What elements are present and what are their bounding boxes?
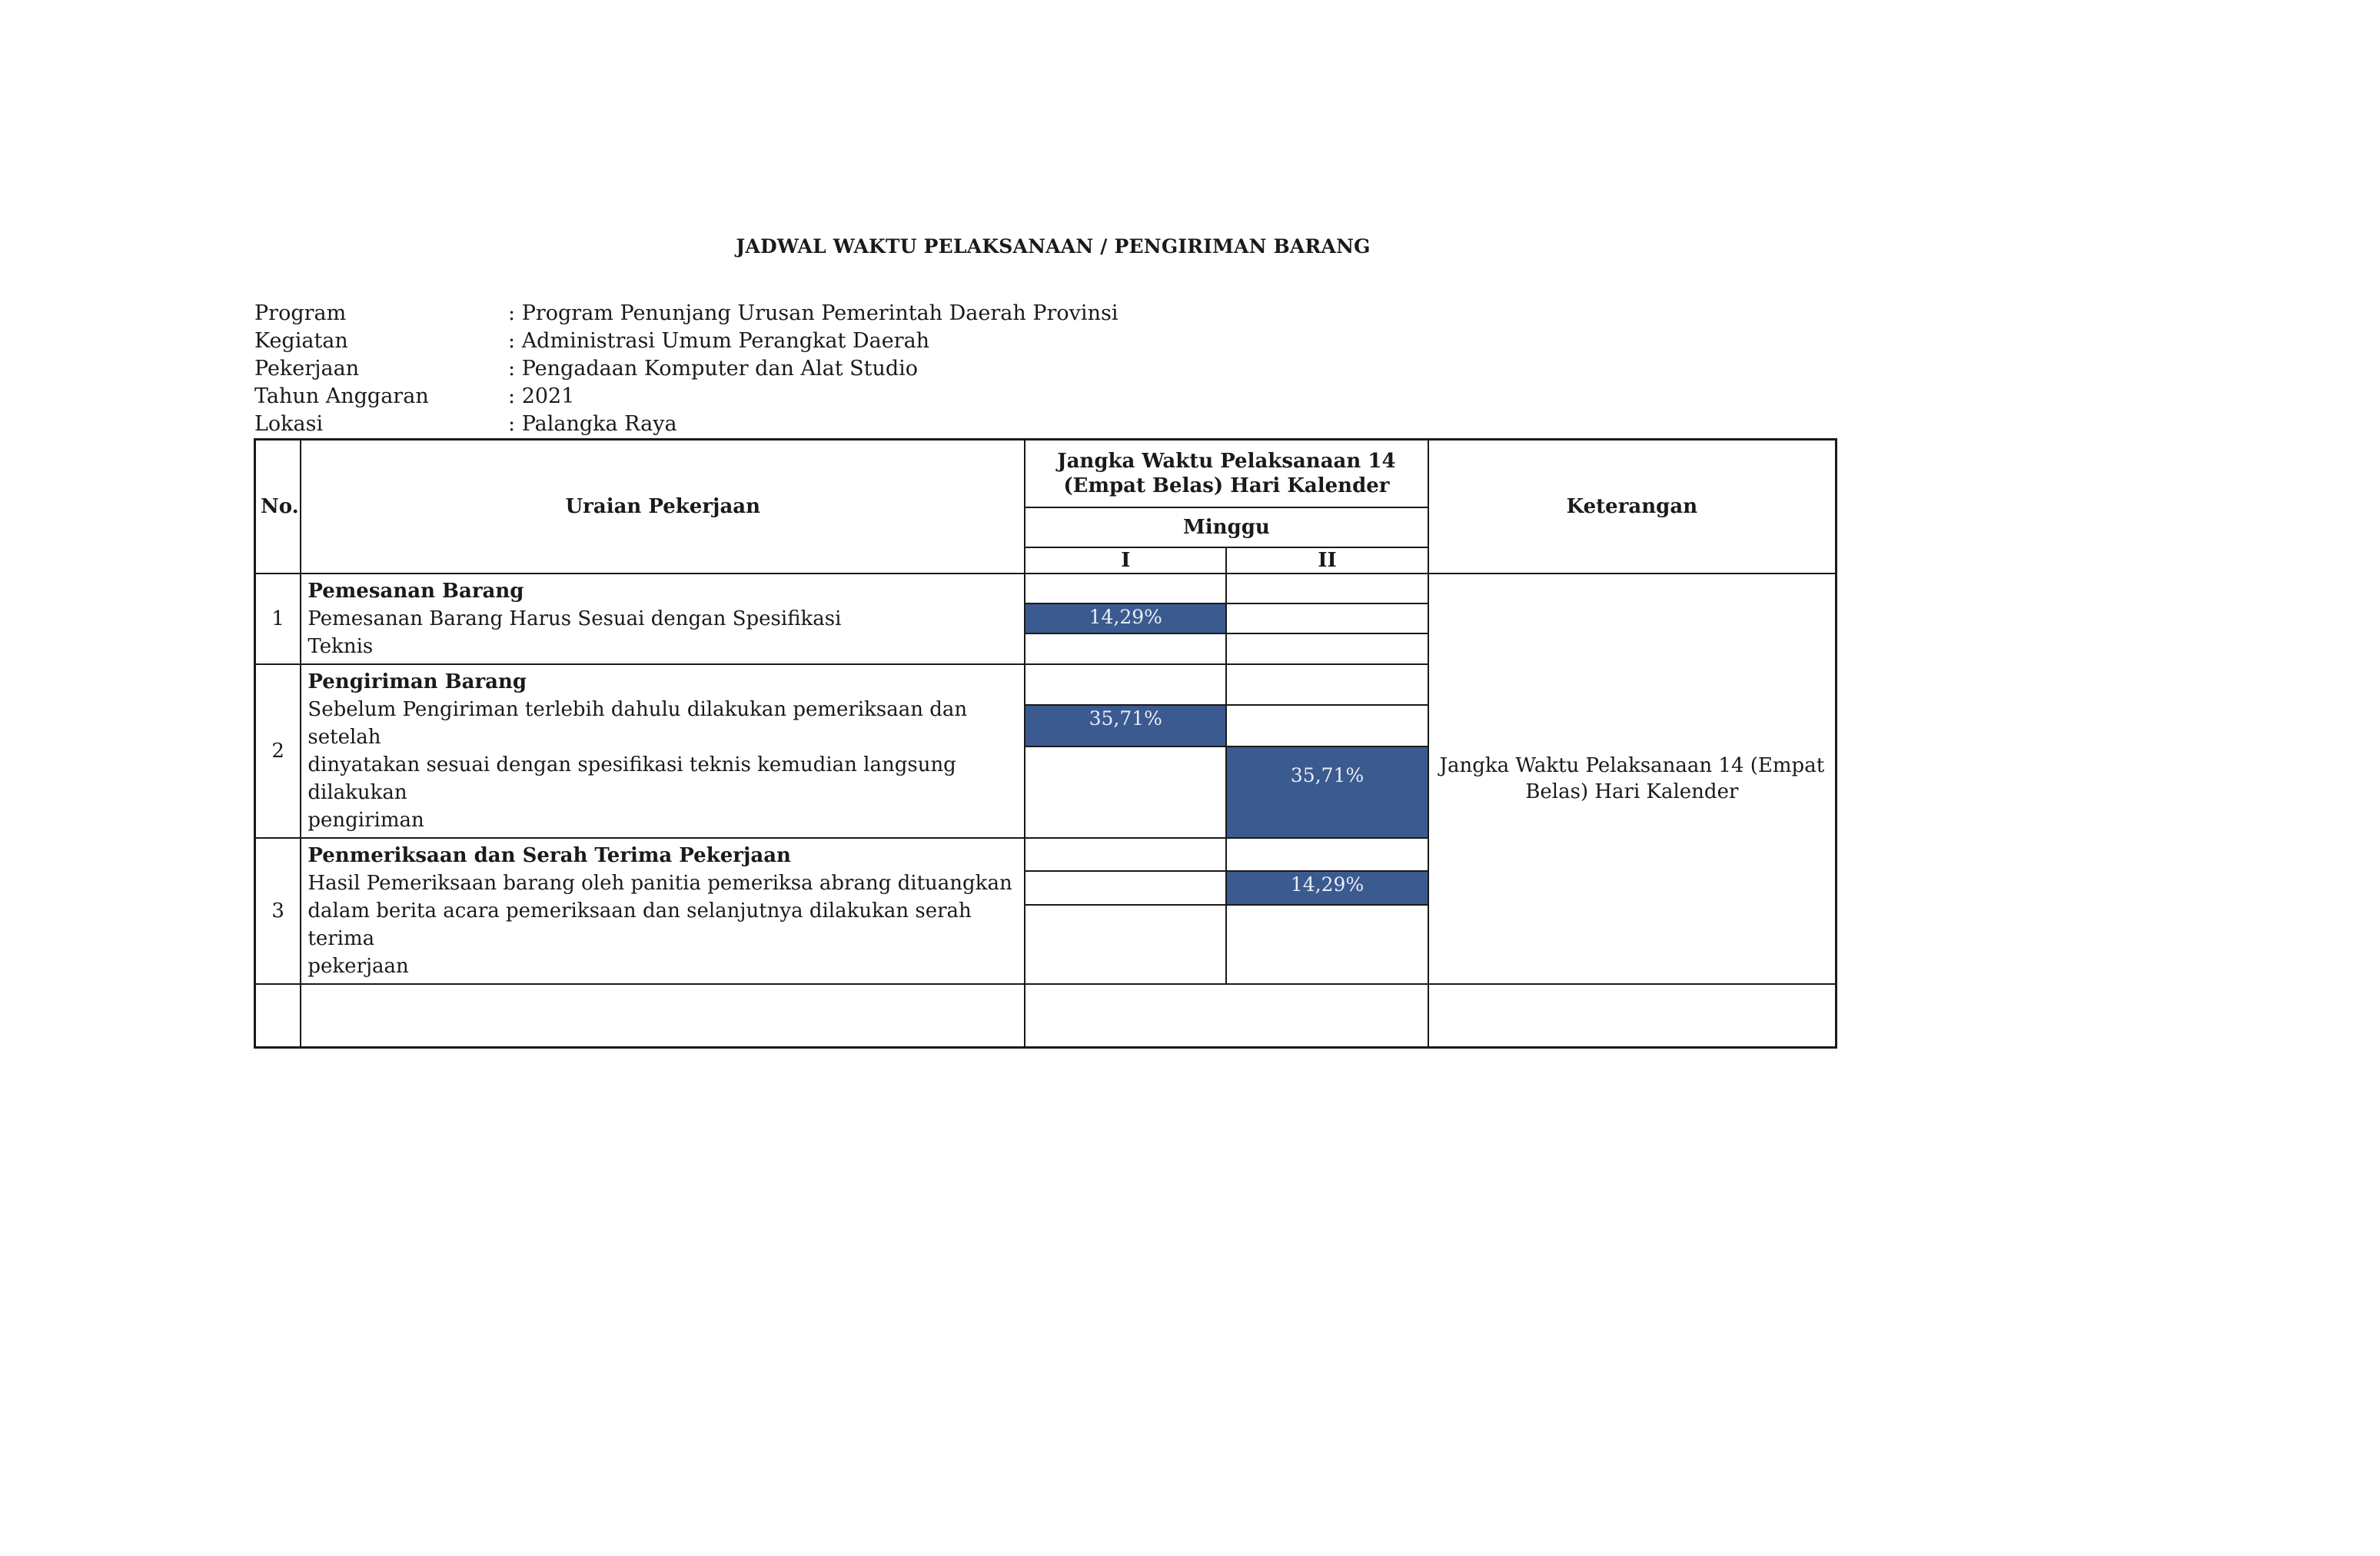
header-week-group: Minggu [1025, 507, 1428, 547]
meta-label: Lokasi [254, 412, 324, 436]
row-no: 2 [255, 664, 301, 838]
progress-bar: 14,29% [1227, 872, 1427, 904]
meta-value: : Administrasi Umum Perangkat Daerah [508, 327, 929, 355]
row-no: 1 [255, 574, 301, 664]
week-cell [1226, 603, 1428, 633]
schedule-table [254, 438, 1837, 1049]
empty-cell [1025, 984, 1428, 1048]
progress-bar: 14,29% [1025, 604, 1225, 633]
empty-cell [1428, 984, 1837, 1048]
week-cell [1226, 905, 1428, 983]
row-description [301, 574, 1025, 664]
task-line: Pemesanan Barang Harus Sesuai dengan Spesifikasi [307, 607, 842, 630]
week-cell [1226, 838, 1428, 872]
week-cell [1226, 664, 1428, 706]
week-cell [1025, 705, 1226, 746]
progress-bar: 35,71% [1227, 747, 1427, 837]
task-line: dalam berita acara pemeriksaan dan selanjutnya dilakukan serah terima [307, 899, 972, 950]
task-line: pengiriman [307, 808, 424, 832]
meta-tahun-anggaran [254, 383, 1118, 411]
meta-pekerjaan [254, 355, 1118, 383]
meta-value: : Palangka Raya [508, 411, 677, 438]
meta-program [254, 300, 1118, 327]
week-cell [1025, 664, 1226, 706]
week-cell [1025, 905, 1226, 983]
task-title: Penmeriksaan dan Serah Terima Pekerjaan [307, 843, 791, 867]
week-cell [1226, 633, 1428, 663]
meta-value: : Pengadaan Komputer dan Alat Studio [508, 355, 918, 383]
task-line: pekerjaan [307, 954, 409, 978]
task-line: dinyatakan sesuai dengan spesifikasi teknis kemudian langsung dilakukan [307, 753, 956, 804]
document-title: JADWAL WAKTU PELAKSANAAN / PENGIRIMAN BARANG [736, 235, 1371, 258]
week-cell [1226, 746, 1428, 838]
meta-label: Kegiatan [254, 329, 348, 353]
task-title: Pemesanan Barang [307, 579, 524, 603]
week-cell [1226, 574, 1428, 603]
week-cell [1025, 574, 1226, 603]
week-cell [1226, 705, 1428, 746]
task-line: Sebelum Pengiriman terlebih dahulu dilakukan pemeriksaan dan setelah [307, 697, 968, 749]
week-cell [1025, 746, 1226, 838]
week-cell [1025, 838, 1226, 872]
meta-label: Pekerjaan [254, 357, 360, 381]
header-week-2: II [1226, 547, 1428, 574]
header-week-1: I [1025, 547, 1226, 574]
meta-kegiatan [254, 327, 1118, 355]
task-line: Hasil Pemeriksaan barang oleh panitia pemeriksa abrang dituangkan [307, 871, 1012, 895]
row-description [301, 838, 1025, 984]
meta-value: : 2021 [508, 383, 574, 411]
header-period: Jangka Waktu Pelaksanaan 14 (Empat Belas) Hari Kalender [1025, 440, 1428, 507]
row-no: 3 [255, 838, 301, 984]
task-line: Teknis [307, 634, 374, 658]
note-cell: Jangka Waktu Pelaksanaan 14 (Empat Belas) Hari Kalender [1428, 574, 1837, 984]
week-cell [1025, 603, 1226, 633]
empty-cell [255, 984, 301, 1048]
week-cell [1226, 871, 1428, 905]
empty-cell [301, 984, 1025, 1048]
week-cell [1025, 871, 1226, 905]
meta-label: Program [254, 301, 347, 325]
meta-label: Tahun Anggaran [254, 384, 429, 408]
week-cell [1025, 633, 1226, 663]
row-description [301, 664, 1025, 838]
header-no: No. [255, 440, 301, 574]
meta-lokasi [254, 411, 1118, 438]
task-title: Pengiriman Barang [307, 670, 527, 693]
progress-bar: 35,71% [1025, 706, 1225, 746]
header-desc: Uraian Pekerjaan [301, 440, 1025, 574]
meta-value: : Program Penunjang Urusan Pemerintah Daerah Provinsi [508, 300, 1118, 327]
meta-block [254, 300, 1118, 438]
header-note: Keterangan [1428, 440, 1837, 574]
